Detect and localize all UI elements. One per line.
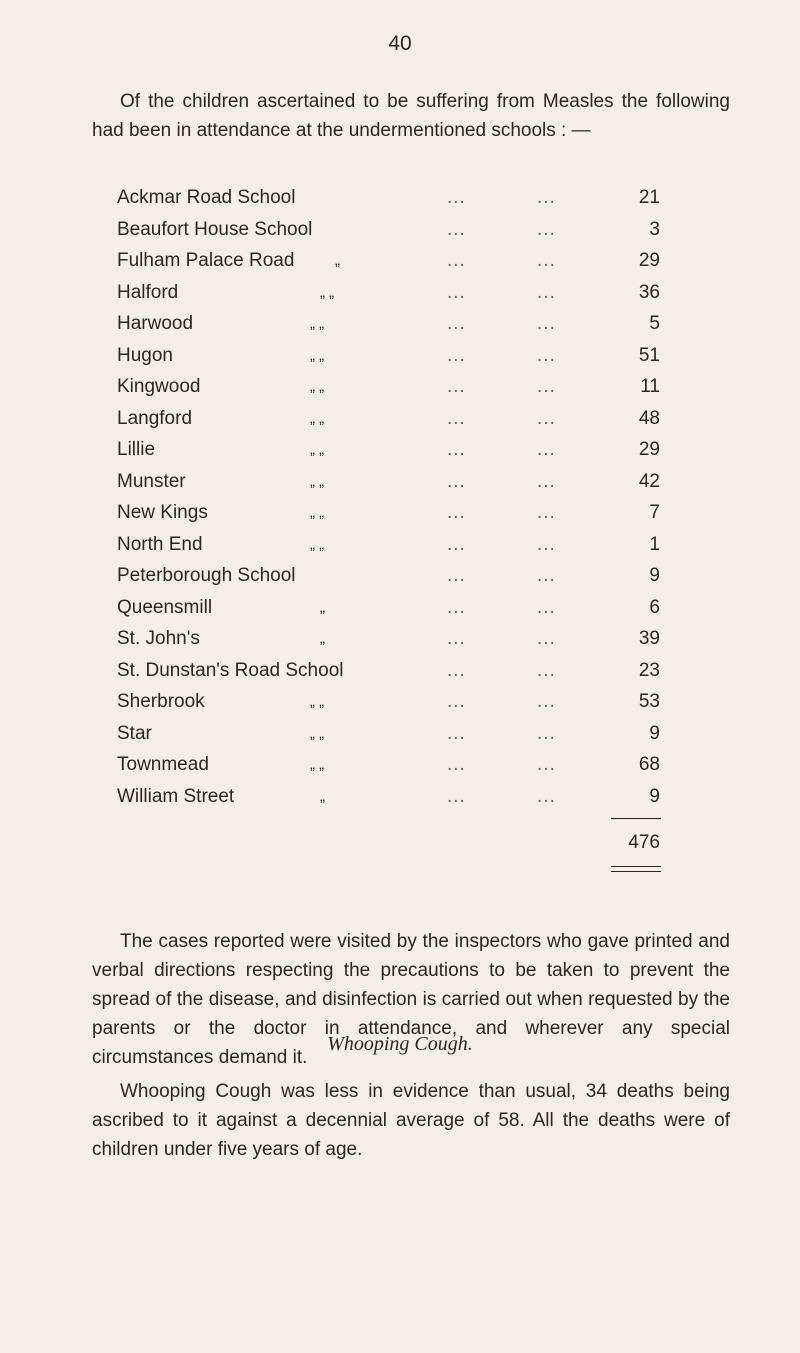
leader-dots: ... xyxy=(447,470,466,492)
ditto-mark: „ „ xyxy=(310,724,325,742)
leader-dots: ... xyxy=(537,565,556,586)
leader-dots: ... xyxy=(447,250,466,271)
leader-dots: ... xyxy=(447,722,466,744)
school-name: Peterborough School xyxy=(117,565,296,586)
leader-dots: ... xyxy=(537,187,556,208)
school-name: Kingwood xyxy=(117,376,201,397)
school-name: New Kings xyxy=(117,502,208,523)
table-row xyxy=(117,592,660,624)
table-row xyxy=(117,781,660,813)
ditto-mark: „ „ xyxy=(310,409,325,427)
table-row xyxy=(117,686,660,718)
school-name: Star xyxy=(117,722,152,744)
case-count: 21 xyxy=(638,187,660,208)
ditto-mark: „ „ xyxy=(310,693,325,710)
leader-dots: ... xyxy=(447,376,466,397)
leader-dots: ... xyxy=(537,344,556,366)
whooping-text: Whooping Cough was less in evidence than usual, 34 deaths being ascribed to it against a decennial average of 58. All the deaths were of children under five years of age. xyxy=(92,1081,730,1160)
table-row xyxy=(117,277,660,309)
leader-dots: ... xyxy=(537,691,556,712)
school-name: Beaufort House School xyxy=(117,218,313,240)
school-name: Lillie xyxy=(117,439,156,460)
table-row xyxy=(117,371,660,403)
school-name: Ackmar Road School xyxy=(117,187,296,208)
leader-dots: ... xyxy=(537,281,556,303)
school-name: St. John's xyxy=(117,628,200,649)
visits-text: The cases reported were visited by the inspectors who gave printed and verbal directions respecting the precautions to be taken to prevent the spread of the disease, and disinfection is carried out when requested by the parents or the doctor in attendance, and wherever any special circumstances demand it. xyxy=(92,931,730,1068)
table-row xyxy=(117,529,660,561)
leader-dots: ... xyxy=(447,533,466,555)
case-count: 29 xyxy=(638,439,660,460)
table-row xyxy=(117,308,660,340)
table-row xyxy=(117,340,660,372)
leader-dots: ... xyxy=(447,218,466,240)
leader-dots: ... xyxy=(537,502,556,523)
ditto-mark: „ xyxy=(320,630,325,647)
case-count: 68 xyxy=(638,754,660,775)
leader-dots: ... xyxy=(447,344,466,366)
page-number: 40 xyxy=(388,32,412,55)
leader-dots: ... xyxy=(537,754,556,775)
table-row xyxy=(117,466,660,498)
table-row xyxy=(117,497,660,529)
case-count: 6 xyxy=(649,596,660,618)
ditto-mark: „ „ xyxy=(310,504,325,521)
school-name: Langford xyxy=(117,407,193,429)
case-count: 51 xyxy=(638,344,660,366)
school-attendance-table xyxy=(117,182,660,812)
leader-dots: ... xyxy=(537,218,556,240)
table-row xyxy=(117,245,660,277)
leader-dots: ... xyxy=(447,754,466,775)
leader-dots: ... xyxy=(447,628,466,649)
school-name: Harwood xyxy=(117,313,194,334)
school-name: Hugon xyxy=(117,344,173,366)
leader-dots: ... xyxy=(447,596,466,618)
table-row xyxy=(117,623,660,655)
leader-dots: ... xyxy=(537,659,556,681)
ditto-mark: „ „ xyxy=(310,346,325,364)
leader-dots: ... xyxy=(537,628,556,649)
case-count: 11 xyxy=(640,376,660,397)
table-row xyxy=(117,182,660,214)
school-name: Halford xyxy=(117,281,179,303)
total-double-rule-1 xyxy=(611,866,661,867)
school-name: Fulham Palace Road xyxy=(117,250,295,271)
intro-text: Of the children ascertained to be suffering from Measles the following had been in attendance at the undermentioned schools : — xyxy=(92,91,730,141)
ditto-mark: „ „ xyxy=(310,756,325,773)
school-name: Munster xyxy=(117,470,186,492)
case-count: 1 xyxy=(649,533,660,555)
leader-dots: ... xyxy=(447,407,466,429)
case-count: 39 xyxy=(638,628,660,649)
ditto-mark: „ „ xyxy=(310,441,325,458)
case-count: 5 xyxy=(649,313,660,334)
leader-dots: ... xyxy=(537,376,556,397)
case-count: 9 xyxy=(649,785,660,807)
ditto-mark: „ „ xyxy=(310,315,325,332)
table-row xyxy=(117,749,660,781)
leader-dots: ... xyxy=(447,565,466,586)
table-row xyxy=(117,214,660,246)
section-heading: Whooping Cough. xyxy=(327,1033,473,1055)
leader-dots: ... xyxy=(537,407,556,429)
ditto-mark: „ xyxy=(320,598,325,616)
case-count: 36 xyxy=(638,281,660,303)
school-name: Queensmill xyxy=(117,596,213,618)
total-rule-top xyxy=(611,818,661,819)
leader-dots: ... xyxy=(447,281,466,303)
leader-dots: ... xyxy=(537,722,556,744)
leader-dots: ... xyxy=(537,470,556,492)
whooping-paragraph xyxy=(92,1077,730,1164)
case-count: 42 xyxy=(638,470,660,492)
case-count: 7 xyxy=(649,502,660,523)
ditto-mark: „ „ xyxy=(310,378,325,395)
school-name: Townmead xyxy=(117,754,209,775)
intro-paragraph xyxy=(92,87,730,145)
leader-dots: ... xyxy=(537,250,556,271)
leader-dots: ... xyxy=(447,691,466,712)
school-name: St. Dunstan's Road School xyxy=(117,659,344,681)
table-row xyxy=(117,560,660,592)
ditto-mark: „ „ xyxy=(320,283,335,301)
leader-dots: ... xyxy=(537,596,556,618)
leader-dots: ... xyxy=(447,313,466,334)
leader-dots: ... xyxy=(447,502,466,523)
ditto-mark: „ „ xyxy=(310,535,325,553)
case-count: 9 xyxy=(649,565,660,586)
case-count: 9 xyxy=(649,722,660,744)
total-value: 476 xyxy=(628,832,660,853)
case-count: 48 xyxy=(638,407,660,429)
total-double-rule-2 xyxy=(611,871,661,872)
table-row xyxy=(117,434,660,466)
school-name: William Street xyxy=(117,785,235,807)
leader-dots: ... xyxy=(537,533,556,555)
ditto-mark: „ xyxy=(335,252,340,269)
table-row xyxy=(117,718,660,750)
leader-dots: ... xyxy=(447,439,466,460)
ditto-mark: „ xyxy=(320,787,325,805)
leader-dots: ... xyxy=(537,785,556,807)
leader-dots: ... xyxy=(447,659,466,681)
leader-dots: ... xyxy=(537,313,556,334)
table-row xyxy=(117,655,660,687)
table-row xyxy=(117,403,660,435)
leader-dots: ... xyxy=(537,439,556,460)
leader-dots: ... xyxy=(447,785,466,807)
school-name: Sherbrook xyxy=(117,691,205,712)
case-count: 3 xyxy=(649,218,660,240)
leader-dots: ... xyxy=(447,187,466,208)
ditto-mark: „ „ xyxy=(310,472,325,490)
case-count: 53 xyxy=(638,691,660,712)
case-count: 23 xyxy=(638,659,660,681)
case-count: 29 xyxy=(638,250,660,271)
school-name: North End xyxy=(117,533,203,555)
